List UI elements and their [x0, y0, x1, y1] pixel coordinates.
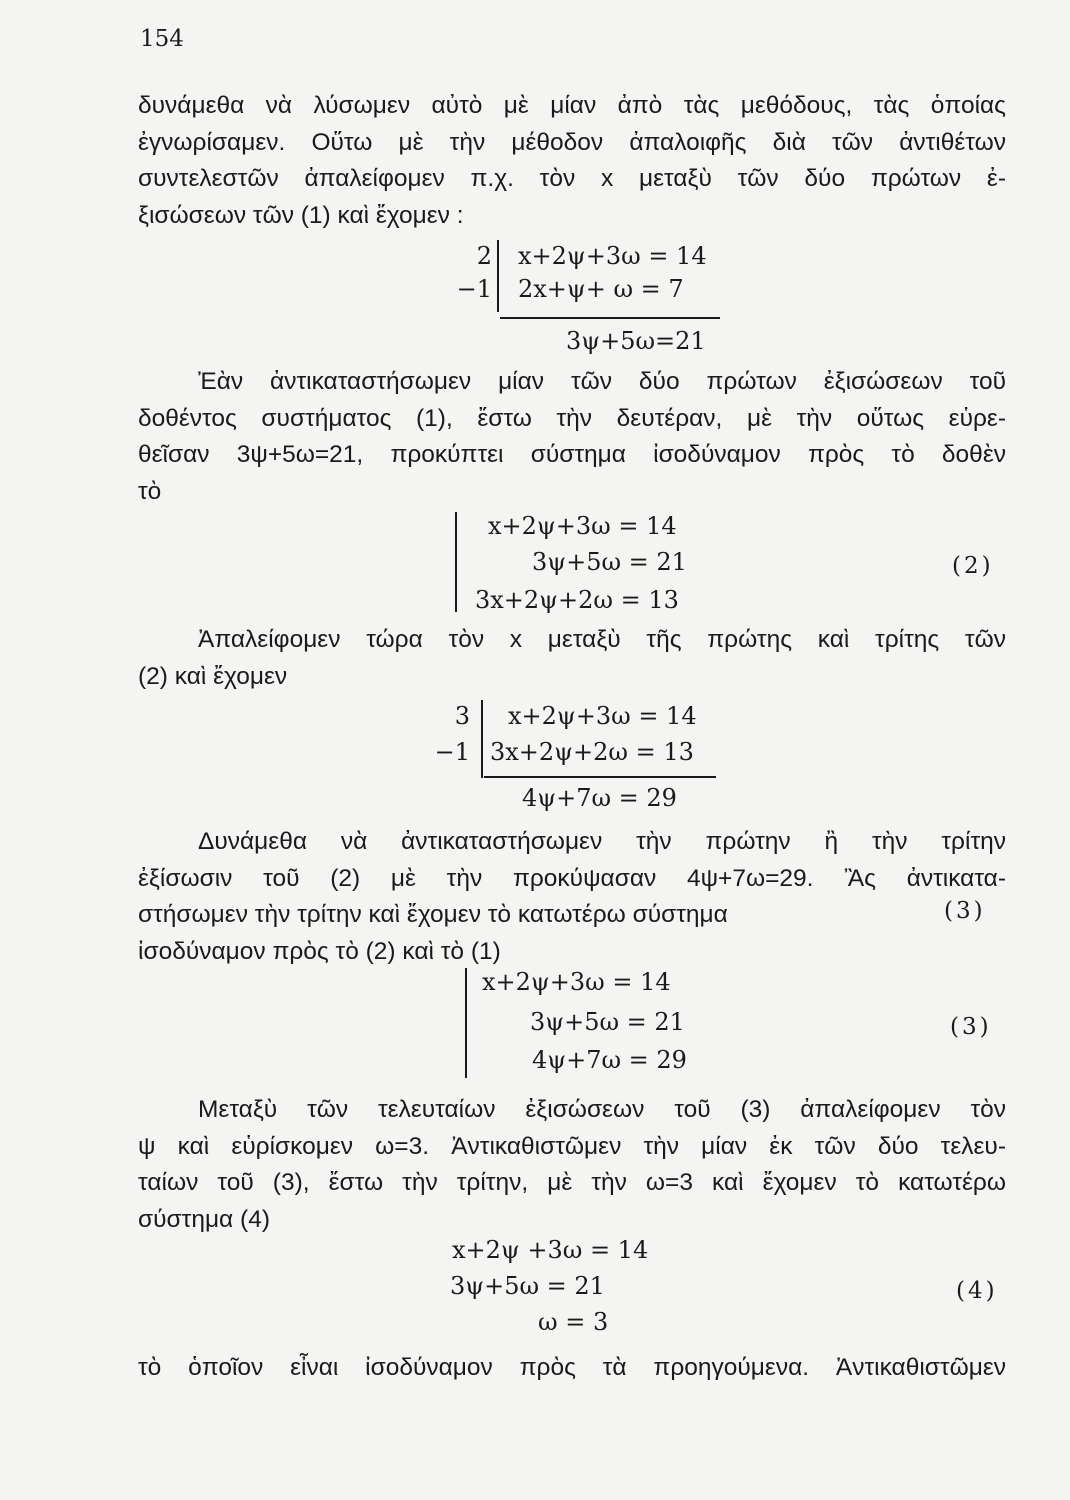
- sum-line: [500, 317, 720, 319]
- text-line: Ἀπαλείφομεν τώρα τὸν x μεταξὺ τῆς πρώτης καὶ τρίτης τῶν: [198, 626, 1006, 653]
- system-label: (4): [956, 1278, 998, 1304]
- paragraph-3: [138, 622, 1006, 695]
- text-line: θεῖσαν 3ψ+5ω=21, προκύπτει σύστημα ἰσοδύναμον πρὸς τὸ δοθὲν: [138, 441, 1006, 468]
- multiplier: −1: [434, 738, 470, 766]
- multiplier: 2: [476, 242, 492, 270]
- text-line: Ἐὰν ἀντικαταστήσωμεν μίαν τῶν δύο πρώτων ἐξισώσεων τοῦ: [198, 368, 1006, 395]
- text-line: ψ καὶ εὑρίσκομεν ω=3. Ἀντικαθιστῶμεν τὴν μίαν ἐκ τῶν δύο τελευ-: [138, 1132, 1006, 1160]
- equation: x+2ψ+3ω = 14: [518, 242, 707, 270]
- equation: 4ψ+7ω = 29: [532, 1046, 687, 1074]
- system-label: (2): [952, 553, 994, 579]
- system-brace: [465, 968, 467, 1078]
- text-line: ἰσοδύναμον πρὸς τὸ (2) καὶ τὸ (1): [138, 937, 501, 965]
- equation: 3x+2ψ+2ω = 13: [475, 586, 679, 614]
- text-line: τὸ ὁποῖον εἶναι ἰσοδύναμον πρὸς τὰ προηγούμενα. Ἀντικαθιστῶμεν: [138, 1354, 1006, 1381]
- paragraph-5: [138, 1092, 1006, 1238]
- text-line: δοθέντος συστήματος (1), ἔστω τὴν δευτέραν, μὲ τὴν οὕτως εὑρε-: [138, 404, 1006, 432]
- equation: x+2ψ+3ω = 14: [508, 702, 697, 730]
- multiplier: 3: [454, 702, 470, 730]
- equation: x+2ψ +3ω = 14: [452, 1236, 649, 1264]
- text-line: σύστημα (4): [138, 1205, 270, 1233]
- text-line: (2) καὶ ἔχομεν: [138, 662, 288, 690]
- system-brace: [455, 512, 457, 612]
- equation-result: 4ψ+7ω = 29: [522, 784, 677, 812]
- text-line: ἐγνωρίσαμεν. Οὕτω μὲ τὴν μέθοδον ἀπαλοιφῆς διὰ τῶν ἀντιθέτων: [138, 128, 1006, 156]
- system-reference-label: (3): [944, 898, 986, 924]
- multiplier: −1: [456, 275, 492, 303]
- paragraph-6: [138, 1350, 1006, 1387]
- paragraph-4: [138, 824, 1006, 970]
- equation: ω = 3: [538, 1308, 609, 1336]
- equation: 3x+2ψ+2ω = 13: [490, 738, 694, 766]
- text-line: συντελεστῶν ἀπαλείφομεν π.χ. τὸν x μεταξὺ τῶν δύο πρώτων ἐ-: [138, 165, 1006, 192]
- page-number: 154: [140, 26, 184, 52]
- elimination-bar: [497, 240, 499, 312]
- text-line: στήσωμεν τὴν τρίτην καὶ ἔχομεν τὸ κατωτέρω σύστημα: [138, 901, 728, 928]
- sum-line: [484, 776, 716, 778]
- equation: 3ψ+5ω = 21: [532, 548, 687, 576]
- text-line: δυνάμεθα νὰ λύσωμεν αὐτὸ μὲ μίαν ἀπὸ τὰς μεθόδους, τὰς ὁποίας: [138, 92, 1006, 119]
- text-line: Μεταξὺ τῶν τελευταίων ἐξισώσεων τοῦ (3) ἀπαλείφομεν τὸν: [198, 1096, 1006, 1123]
- text-line: τὸ: [138, 477, 162, 505]
- text-line: ξισώσεων τῶν (1) καὶ ἔχομεν :: [138, 201, 464, 229]
- equation-result: 3ψ+5ω=21: [566, 327, 706, 355]
- elimination-bar: [481, 700, 483, 778]
- system-label: (3): [950, 1014, 992, 1040]
- equation: x+2ψ+3ω = 14: [488, 512, 677, 540]
- text-line: ταίων τοῦ (3), ἔστω τὴν τρίτην, μὲ τὴν ω=3 καὶ ἔχομεν τὸ κατωτέρω: [138, 1169, 1006, 1196]
- equation: 3ψ+5ω = 21: [530, 1008, 685, 1036]
- text-line: Δυνάμεθα νὰ ἀντικαταστήσωμεν τὴν πρώτην ἢ τὴν τρίτην: [198, 828, 1006, 855]
- equation: x+2ψ+3ω = 14: [482, 968, 671, 996]
- paragraph-1: [138, 88, 1006, 234]
- text-line: ἐξίσωσιν τοῦ (2) μὲ τὴν προκύψασαν 4ψ+7ω=29. Ἂς ἀντικατα-: [138, 864, 1006, 892]
- equation: 3ψ+5ω = 21: [450, 1272, 605, 1300]
- paragraph-2: [138, 364, 1006, 510]
- equation: 2x+ψ+ ω = 7: [518, 275, 684, 303]
